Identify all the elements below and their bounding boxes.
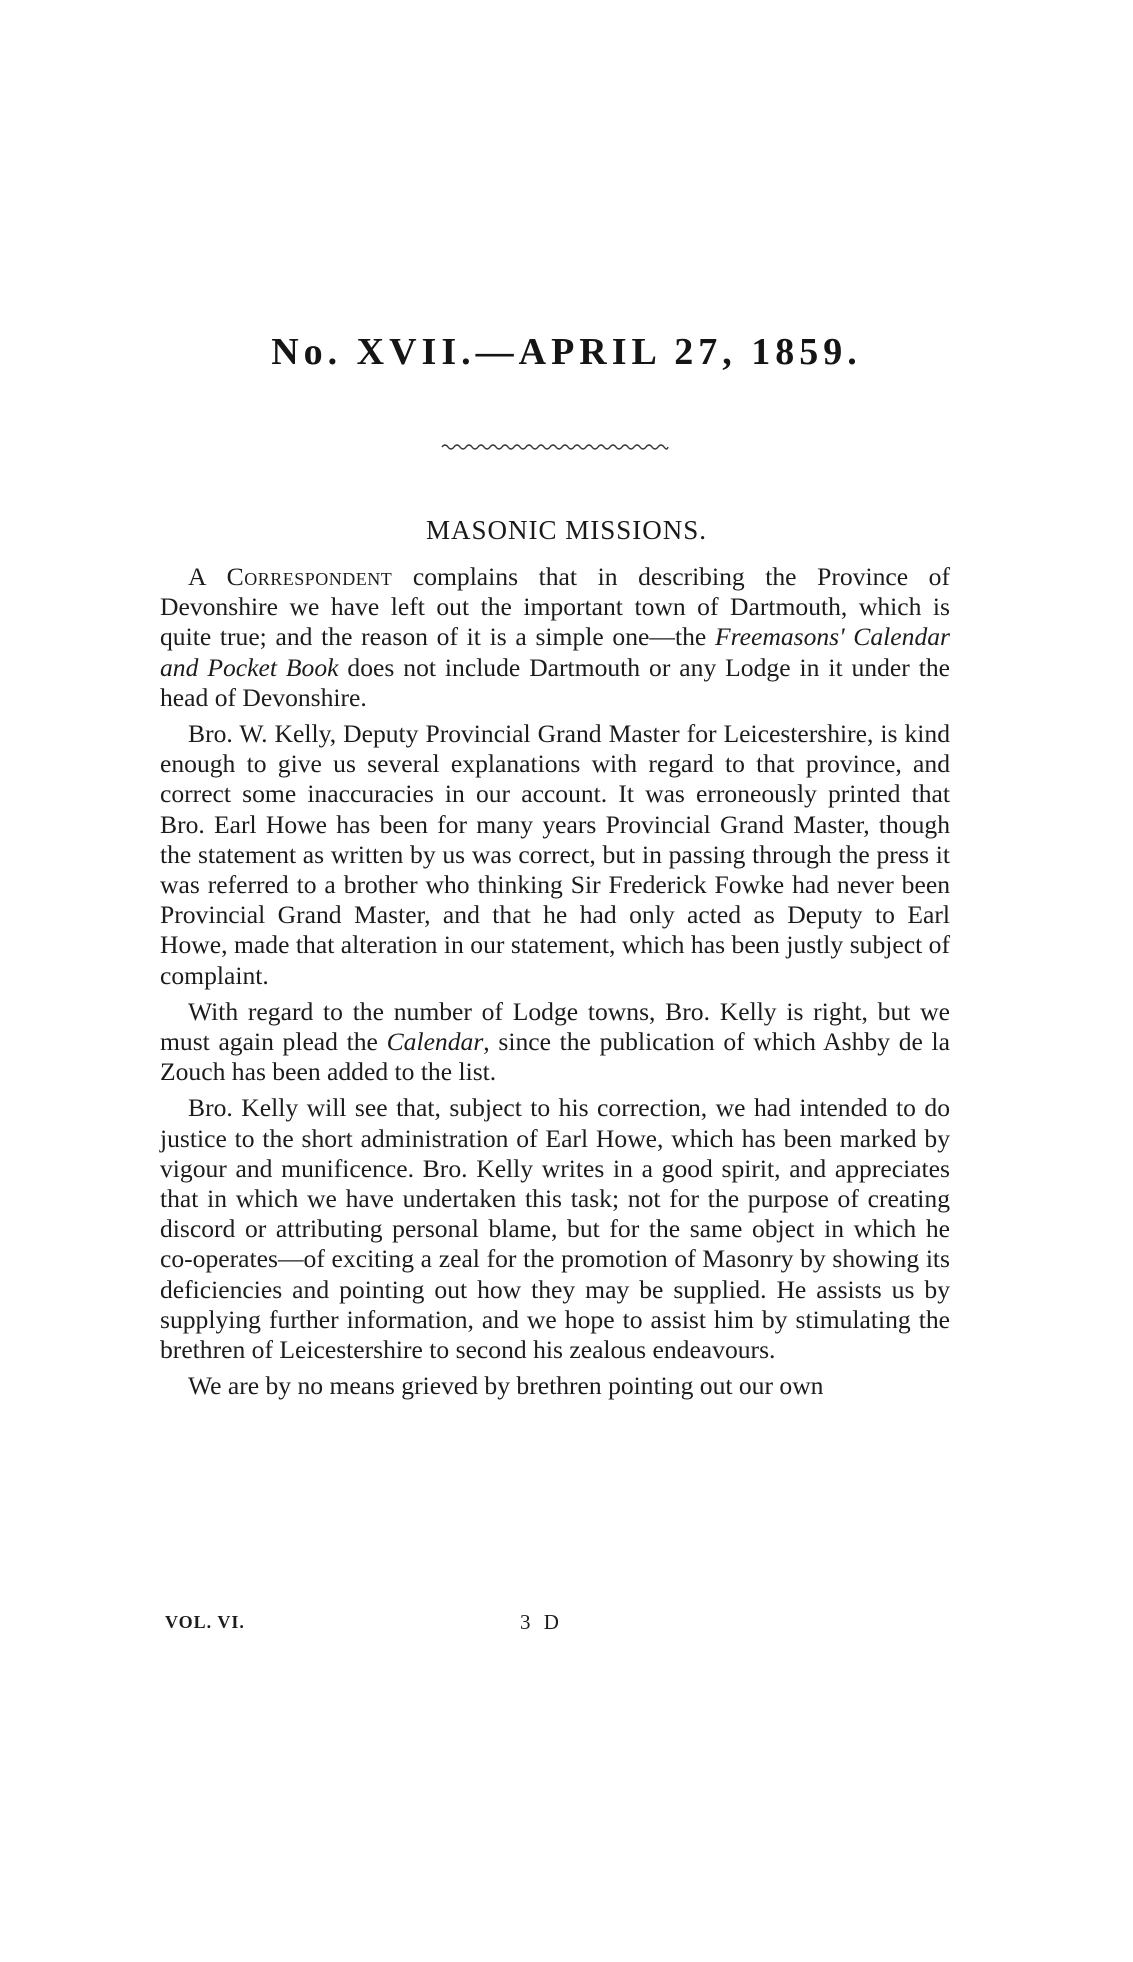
paragraph-3-italic: Calendar [386,1027,484,1057]
decorative-rule [440,440,670,454]
paragraph-3 [160,997,950,1088]
paragraph-3-text-a: With regard to the number of Lodge towns, Bro. Kelly is right, but we must again plead the [160,996,950,1057]
paragraph-1 [160,562,950,713]
volume-label: VOL. VI. [165,1612,245,1632]
paragraph-2: Bro. W. Kelly, Deputy Provincial Grand Master for Leicestershire, is kind enough to give us several explanations with regard to that province, and correct some inaccuracies in our account. It was erroneously printed that Bro. Earl Howe has been for many years Provincial Grand Master, though the statement as written by us was correct, but in passing through the press it was referred to a brother who thinking Sir Frederick Fowke had never been Provincial Grand Master, and that he had only acted as Deputy to Earl Howe, made that alteration in our statement, which has been justly subject of complaint. [160,719,950,990]
smallcaps-lead: A Correspondent [188,562,393,591]
article-title: MASONIC MISSIONS. [425,515,708,545]
paragraph-1-text-a: complains that in describing the Province of Devonshire we have left out the important town of Dartmouth, which is quite true; and the reason of it is a simple one—the [160,562,950,652]
signature-mark: 3 D [520,1610,563,1634]
paragraph-1-text-b: does not include Dartmouth or any Lodge in it under the head of Devonshire. [160,652,950,712]
article-body [160,562,950,1407]
paragraph-3-text-b: , since the publication of which Ashby de la Zouch has been added to the list. [160,1027,950,1087]
paragraph-1-italic: Freemasons' Calendar and Pocket Book [160,622,951,682]
paragraph-5: We are by no means grieved by brethren pointing out our own [188,1371,824,1401]
issue-heading: No. XVII.—APRIL 27, 1859. [271,331,862,373]
paragraph-4: Bro. Kelly will see that, subject to his correction, we had intended to do justice to the short administration of Earl Howe, which has been marked by vigour and munificence. Bro. Kelly writes in a good spirit, and appreciates that in which we have undertaken this task; not for the purpose of creating discord or attributing personal blame, but for the same object in which he co-operates—of exciting a zeal for the promotion of Masonry by showing its deficiencies and pointing out how they may be supplied. He assists us by supplying further information, and we hope to assist him by stimulating the brethren of Leicestershire to second his zealous endeavours. [160,1093,950,1365]
